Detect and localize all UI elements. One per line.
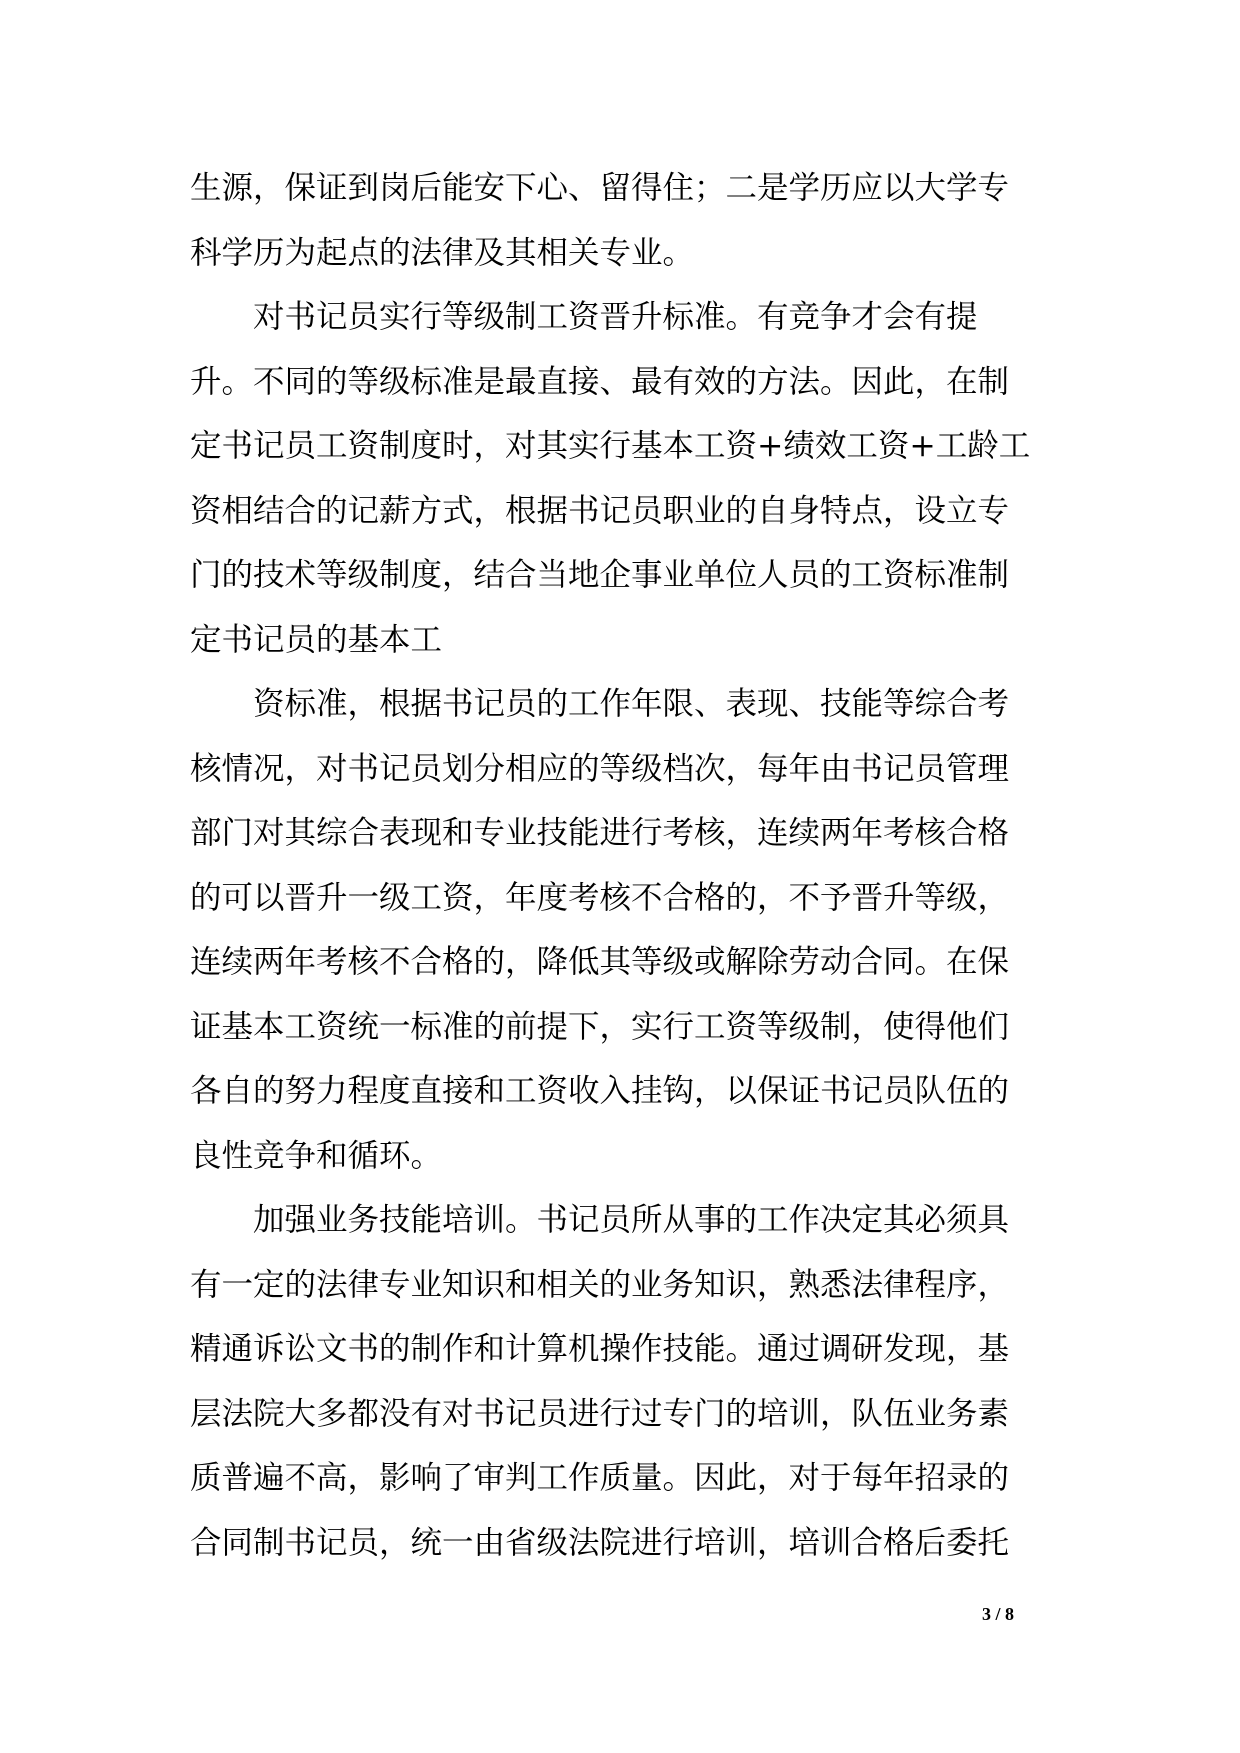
text-line: 资标准，根据书记员的工作年限、表现、技能等综合考 xyxy=(190,686,1010,722)
text-line: 定书记员工资制度时，对其实行基本工资+绩效工资+工龄工 xyxy=(190,428,1031,464)
text-line: 核情况，对书记员划分相应的等级档次，每年由书记员管理 xyxy=(190,750,1010,787)
text-line: 的可以晋升一级工资，年度考核不合格的，不予晋升等级， xyxy=(190,879,1010,916)
text-line: 良性竞争和循环。 xyxy=(190,1137,443,1174)
page-number: 3 / 8 xyxy=(982,1604,1015,1624)
text-line: 对书记员实行等级制工资晋升标准。有竞争才会有提 xyxy=(190,299,978,335)
text-line: 加强业务技能培训。书记员所从事的工作决定其必须具 xyxy=(190,1202,1010,1238)
text-line: 合同制书记员，统一由省级法院进行培训，培训合格后委托 xyxy=(190,1524,1010,1561)
text-line: 质普遍不高，影响了审判工作质量。因此，对于每年招录的 xyxy=(190,1460,1010,1496)
text-line: 资相结合的记薪方式，根据书记员职业的自身特点，设立专 xyxy=(190,492,1010,529)
text-line: 升。不同的等级标准是最直接、最有效的方法。因此，在制 xyxy=(190,363,1010,400)
text-line: 生源，保证到岗后能安下心、留得住；二是学历应以大学专 xyxy=(190,170,1010,206)
body-text xyxy=(190,156,1060,1575)
text-line: 有一定的法律专业知识和相关的业务知识，熟悉法律程序， xyxy=(190,1266,1010,1303)
text-line: 部门对其综合表现和专业技能进行考核，连续两年考核合格 xyxy=(190,815,1010,851)
text-line: 门的技术等级制度，结合当地企事业单位人员的工资标准制 xyxy=(190,557,1010,593)
text-line: 精通诉讼文书的制作和计算机操作技能。通过调研发现，基 xyxy=(190,1331,1010,1367)
text-line: 连续两年考核不合格的，降低其等级或解除劳动合同。在保 xyxy=(190,944,1010,980)
text-line: 层法院大多都没有对书记员进行过专门的培训，队伍业务素 xyxy=(190,1395,1010,1432)
text-line: 定书记员的基本工 xyxy=(190,621,443,658)
text-line: 各自的努力程度直接和工资收入挂钩，以保证书记员队伍的 xyxy=(190,1073,1010,1109)
text-line: 科学历为起点的法律及其相关专业。 xyxy=(190,234,695,271)
text-line: 证基本工资统一标准的前提下，实行工资等级制，使得他们 xyxy=(190,1008,1010,1045)
